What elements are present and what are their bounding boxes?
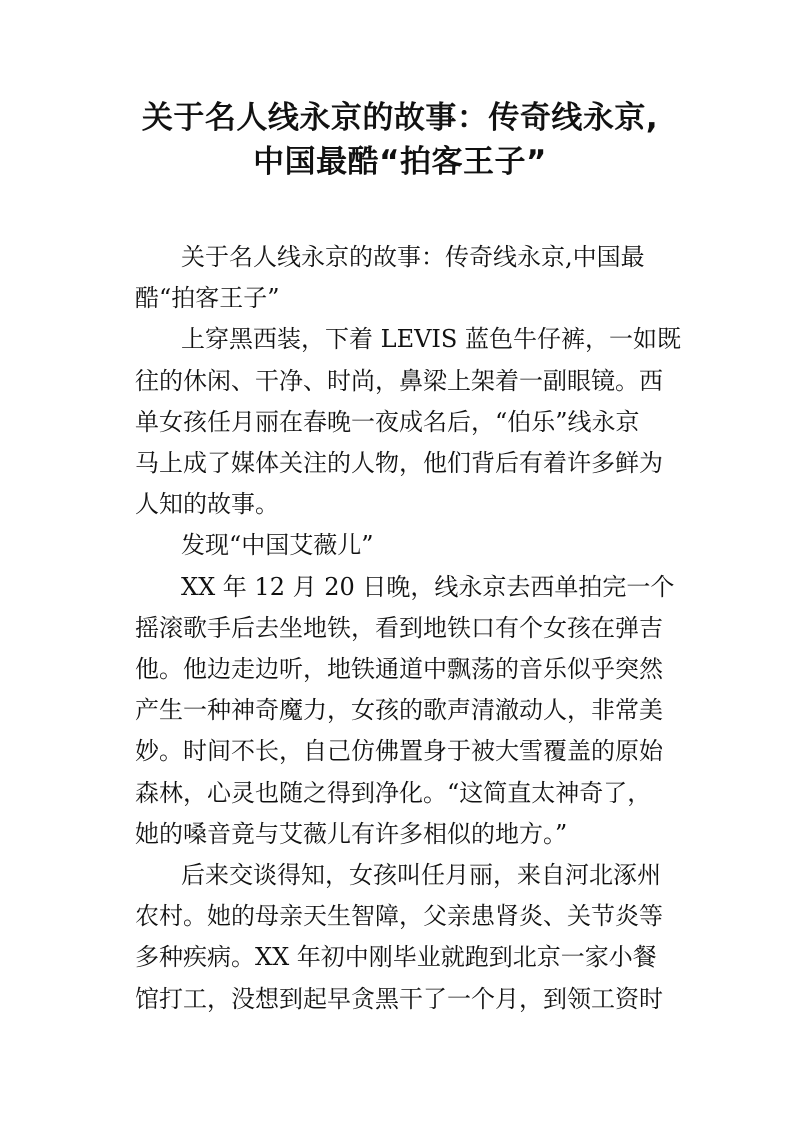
title-line-1: 关于名人线永京的故事：传奇线永京, (141, 100, 659, 136)
paragraph-line: 马上成了媒体关注的人物，他们背后有着许多鲜为 (135, 449, 663, 478)
paragraph-line: XX 年 12 月 20 日晚，线永京去西单拍完一个 (181, 572, 675, 601)
paragraph-line: 往的休闲、干净、时尚，鼻梁上架着一副眼镜。西 (135, 366, 663, 395)
paragraph-line: 妙。时间不长，自己仿佛置身于被大雪覆盖的原始 (135, 737, 663, 766)
paragraph-4 (135, 855, 667, 1020)
paragraph-line: 馆打工，没想到起早贪黑干了一个月，到领工资时 (135, 984, 663, 1013)
paragraph-line: 多种疾病。XX 年初中刚毕业就跑到北京一家小餐 (135, 943, 657, 972)
section-heading (135, 525, 667, 566)
paragraph-line: 酷“拍客王子” (135, 284, 280, 313)
paragraph-2 (135, 319, 681, 525)
title-line-2: 中国最酷“拍客王子” (253, 144, 547, 180)
paragraph-line: 农村。她的母亲天生智障，父亲患肾炎、关节炎等 (135, 902, 663, 931)
paragraph-line: 人知的故事。 (135, 490, 279, 519)
paragraph-line: 她的嗓音竟与艾薇儿有许多相似的地方。” (135, 819, 568, 848)
document-body (135, 237, 681, 1020)
paragraph-line: 森林，心灵也随之得到净化。“这简直太神奇了， (135, 778, 652, 807)
paragraph-line: 他。他边走边听，地铁通道中飘荡的音乐似乎突然 (135, 655, 663, 684)
paragraph-1 (135, 237, 667, 319)
paragraph-line: 产生一种神奇魔力，女孩的歌声清澈动人，非常美 (135, 696, 663, 725)
paragraph-line: 摇滚歌手后去坐地铁，看到地铁口有个女孩在弹吉 (135, 613, 663, 642)
paragraph-line: 关于名人线永京的故事：传奇线永京,中国最 (181, 243, 645, 271)
paragraph-line: 上穿黑西装，下着 LEVIS 蓝色牛仔裤，一如既 (181, 325, 681, 354)
paragraph-line: 单女孩任月丽在春晚一夜成名后，“伯乐”线永京 (135, 407, 640, 436)
paragraph-line: 后来交谈得知，女孩叫任月丽，来自河北涿州 (181, 861, 661, 890)
section-heading-text: 发现“中国艾薇儿” (181, 531, 374, 560)
document-title (100, 96, 700, 184)
paragraph-3 (135, 567, 675, 855)
